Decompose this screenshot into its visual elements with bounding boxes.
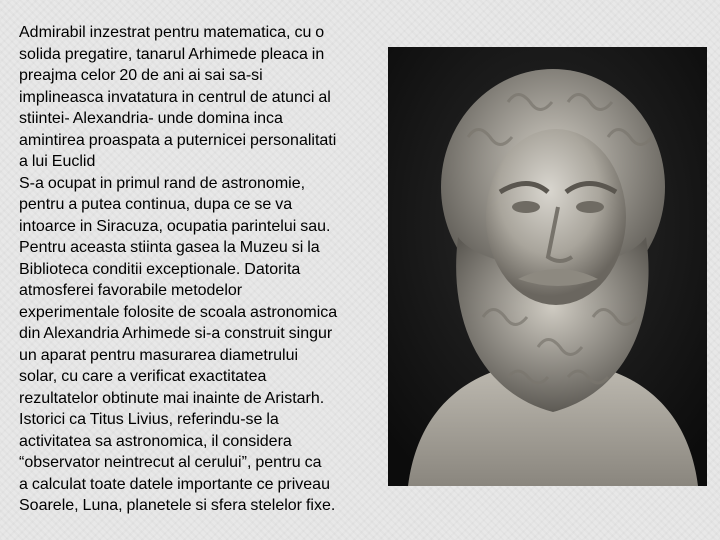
bust-portrait-image [388, 47, 707, 486]
slide-body-text: Admirabil inzestrat pentru matematica, cu o solida pregatire, tanarul Arhimede pleaca in preajma celor 20 de ani ai sai sa-si implineasca invatatura in centrul de atunci al stiintei- Alexandria- unde domina inca amintirea proaspata a puternicei personalitati a lui Euclid S-a ocupat in primul rand de astronomie, pentru a putea continua, dupa ce se va intoarce in Siracuza, ocupatia parintelui sau. Pentru aceasta stiinta gasea la Muzeu si la Biblioteca conditii exceptionale. Datorita atmosferei favorabile metodelor experimentale folosite de scoala astronomica din Alexandria Arhimede si-a construit singur un aparat pentru masurarea diametrului solar, cu care a verificat exactitatea rezultatelor obtinute mai inainte de Aristarh. Istorici ca Titus Livius, referindu-se la activitatea sa astronomica, il considera “observator neintrecut al cerului”, pentru ca a calculat toate datele importante ce priveau Soarele, Luna, planetele si sfera stelelor fixe. [19, 24, 338, 514]
